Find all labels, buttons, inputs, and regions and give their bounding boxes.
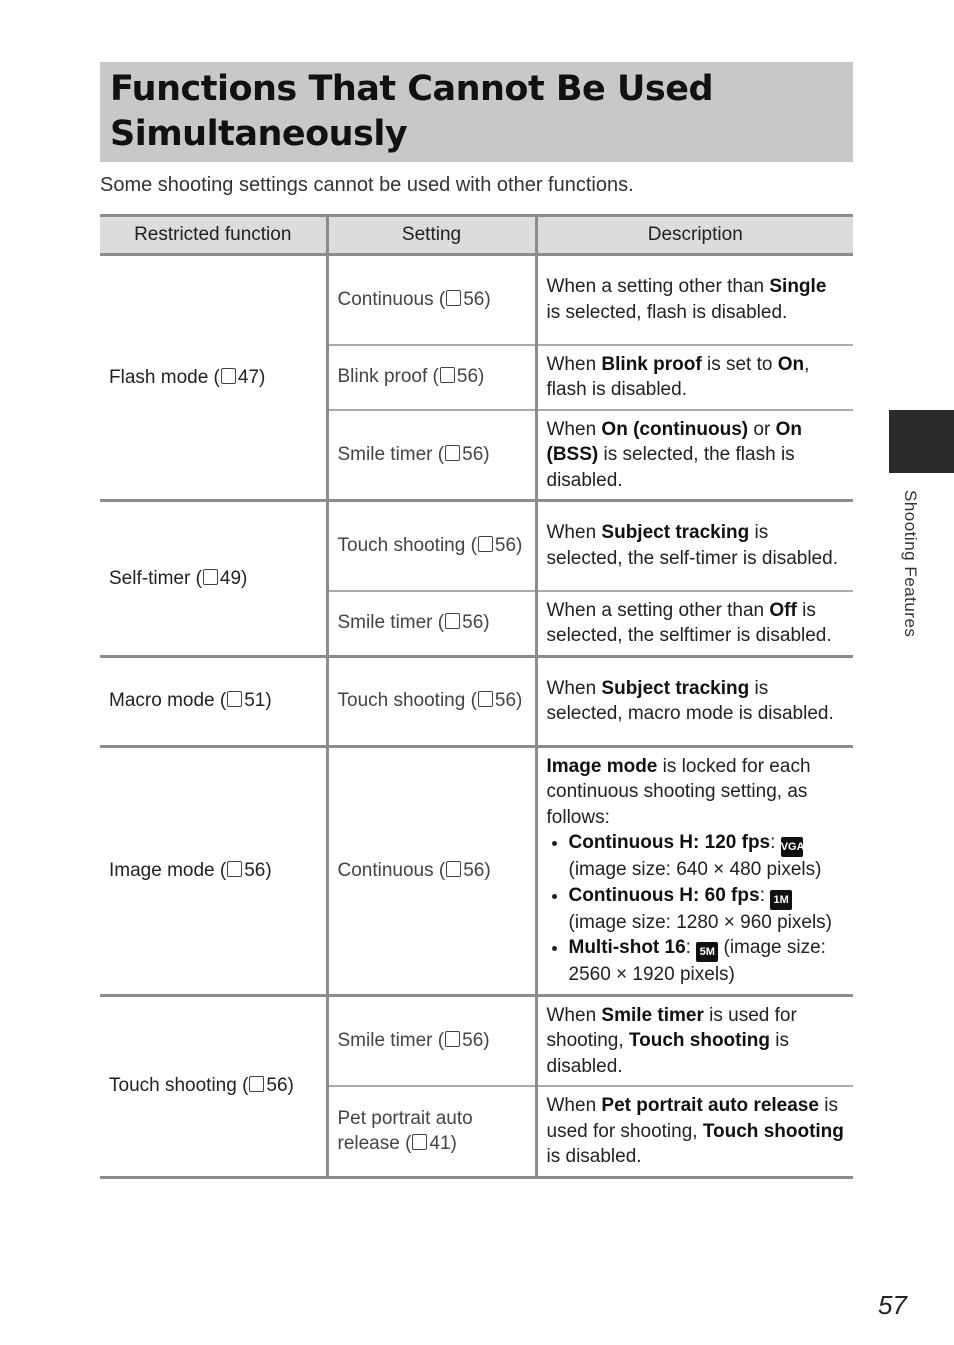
side-label: Shooting Features xyxy=(901,490,920,638)
table-header-row xyxy=(100,216,853,255)
description-cell: When a setting other than Off is selected, the selftimer is disabled. xyxy=(536,591,853,657)
restricted-macro: Macro mode ( 51) xyxy=(100,656,327,746)
book-icon xyxy=(412,1134,427,1150)
1m-mode-icon: 1M xyxy=(770,890,792,910)
book-icon xyxy=(446,290,461,306)
book-icon xyxy=(446,861,461,877)
setting-cell: Pet portrait auto release ( 41) xyxy=(327,1086,536,1177)
setting-cell: Touch shooting ( 56) xyxy=(327,501,536,591)
book-icon xyxy=(249,1076,264,1092)
vga-mode-icon: VGA xyxy=(781,837,803,857)
page-title: Functions That Cannot Be Used Simultaneously xyxy=(110,69,714,154)
book-icon xyxy=(227,861,242,877)
setting-cell: Touch shooting ( 56) xyxy=(327,656,536,746)
table-row xyxy=(100,656,853,746)
list-item: • Continuous H: 120 fps: VGA (image size: 640 × 480 pixels) xyxy=(569,830,845,883)
setting-cell: Smile timer ( 56) xyxy=(327,591,536,657)
restricted-touch-shooting: Touch shooting ( 56) xyxy=(100,995,327,1177)
book-icon xyxy=(445,1031,460,1047)
intro-text: Some shooting settings cannot be used with other functions. xyxy=(100,174,634,196)
table-row xyxy=(100,501,853,591)
chapter-tab xyxy=(889,410,954,473)
header-setting: Setting xyxy=(327,216,536,255)
book-icon xyxy=(227,691,242,707)
restricted-flash: Flash mode ( 47) xyxy=(100,255,327,501)
description-cell: When Subject tracking is selected, the self-timer is disabled. xyxy=(536,501,853,591)
setting-cell: Continuous ( 56) xyxy=(327,255,536,345)
table-row xyxy=(100,255,853,345)
description-cell: Image mode is locked for each continuous shooting setting, as follows: • Continuous H: 120 fps: VGA (image size: 640 × 480 pixels) • Continuous H: 60 fps: 1M (image size: 1280 × 960 pixels) • Multi-shot 16: 5M (image size: 2560 × 1920 pixels) xyxy=(536,746,853,995)
table-row xyxy=(100,746,853,995)
book-icon xyxy=(203,569,218,585)
description-cell: When On (continuous) or On (BSS) is selected, the flash is disabled. xyxy=(536,410,853,501)
restrictions-table xyxy=(100,214,853,1179)
book-icon xyxy=(440,367,455,383)
list-item: • Multi-shot 16: 5M (image size: 2560 × 1920 pixels) xyxy=(569,935,845,988)
book-icon xyxy=(478,691,493,707)
description-cell: When Subject tracking is selected, macro mode is disabled. xyxy=(536,656,853,746)
description-cell: When Blink proof is set to On, flash is disabled. xyxy=(536,345,853,410)
description-cell: When Pet portrait auto release is used for shooting, Touch shooting is disabled. xyxy=(536,1086,853,1177)
restricted-self-timer: Self-timer ( 49) xyxy=(100,501,327,657)
description-cell: When a setting other than Single is selected, flash is disabled. xyxy=(536,255,853,345)
header-restricted: Restricted function xyxy=(100,216,327,255)
setting-cell: Blink proof ( 56) xyxy=(327,345,536,410)
setting-cell: Smile timer ( 56) xyxy=(327,410,536,501)
book-icon xyxy=(445,613,460,629)
book-icon xyxy=(445,445,460,461)
description-cell: When Smile timer is used for shooting, Touch shooting is disabled. xyxy=(536,995,853,1086)
page-number: 57 xyxy=(878,1290,907,1320)
title-box xyxy=(100,62,853,162)
setting-cell: Continuous ( 56) xyxy=(327,746,536,995)
table-row xyxy=(100,995,853,1086)
header-description: Description xyxy=(536,216,853,255)
5m-mode-icon: 5M xyxy=(696,942,718,962)
restricted-image-mode: Image mode ( 56) xyxy=(100,746,327,995)
book-icon xyxy=(221,368,236,384)
image-mode-list xyxy=(547,830,845,988)
book-icon xyxy=(478,536,493,552)
list-item: • Continuous H: 60 fps: 1M (image size: 1280 × 960 pixels) xyxy=(569,883,845,936)
setting-cell: Smile timer ( 56) xyxy=(327,995,536,1086)
